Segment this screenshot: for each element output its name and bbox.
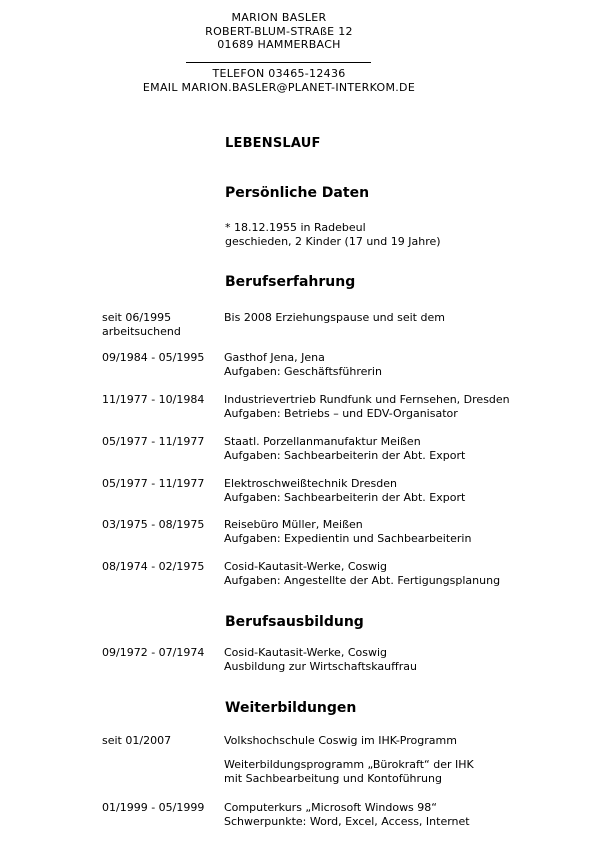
entry-role: Aufgaben: Betriebs – und EDV-Organisator [224,406,458,420]
entry-date-line: 05/1977 - 11/1977 [102,477,205,490]
entry-employer: Staatl. Porzellanmanufaktur Meißen [224,435,421,448]
entry-date [102,477,222,491]
entry-body [224,311,445,325]
entry-date-line: 03/1975 - 08/1975 [102,518,205,531]
entry-date-line: seit 01/2007 [102,734,172,747]
entry-employer: Gasthof Jena, Jena [224,351,325,364]
entry-role: Aufgaben: Angestellte der Abt. Fertigungsplanung [224,573,501,587]
entry-line: Bis 2008 Erziehungspause und seit dem [224,311,445,324]
entry-body [224,393,510,420]
document-title: LEBENSLAUF [225,136,321,151]
entry-body [224,734,457,748]
email-address: EMAIL MARION.BASLER@PLANET-INTERKOM.DE [142,80,416,94]
entry-line: Computerkurs „Microsoft Windows 98“ [224,801,437,814]
personal-details [225,221,441,248]
entry-role: Aufgaben: Expedientin und Sachbearbeiterin [224,531,472,545]
entry-date [102,311,222,338]
entry-body [224,758,474,785]
entry-body [224,435,465,462]
entry-date [102,518,222,532]
address-block [0,11,558,52]
entry-role: Aufgaben: Geschäftsführerin [224,364,382,378]
entry-role: Aufgaben: Sachbearbeiterin der Abt. Export [224,448,466,462]
city-address: 01689 HAMMERBACH [217,38,341,51]
entry-role: Ausbildung zur Wirtschaftskauffrau [224,659,417,673]
entry-date [102,801,222,815]
entry-body [224,646,417,673]
birth-line: * 18.12.1955 in Radebeul [225,221,366,234]
entry-line: Volkshochschule Coswig im IHK-Programm [224,734,457,747]
entry-body [224,518,471,545]
entry-role: Aufgaben: Sachbearbeiterin der Abt. Export [224,490,466,504]
entry-line: Weiterbildungsprogramm „Bürokraft“ der IHK [224,758,474,771]
entry-date [102,351,222,365]
applicant-name: MARION BASLER [231,11,327,24]
entry-date [102,560,222,574]
entry-date-line: 11/1977 - 10/1984 [102,393,205,406]
section-heading-training: Berufsausbildung [225,614,364,630]
entry-employer: Industrievertrieb Rundfunk und Fernsehen, Dresden [224,393,510,406]
entry-date [102,734,222,748]
entry-date-line: 09/1972 - 07/1974 [102,646,205,659]
entry-line: Schwerpunkte: Word, Excel, Access, Internet [224,814,470,828]
entry-body [224,351,382,378]
contact-block [0,67,558,94]
entry-employer: Reisebüro Müller, Meißen [224,518,363,531]
section-heading-experience: Berufserfahrung [225,274,356,290]
header-divider [186,62,371,63]
entry-date-line: 09/1984 - 05/1995 [102,351,205,364]
entry-body [224,477,465,504]
entry-employer: Elektroschweißtechnik Dresden [224,477,397,490]
entry-date [102,646,222,660]
entry-date-line: arbeitsuchend [102,324,181,338]
section-heading-further-education: Weiterbildungen [225,700,357,716]
entry-body [224,560,500,587]
entry-employer: Cosid-Kautasit-Werke, Coswig [224,646,387,659]
entry-employer: Cosid-Kautasit-Werke, Coswig [224,560,387,573]
entry-date-line: 08/1974 - 02/1975 [102,560,205,573]
entry-line: mit Sachbearbeitung und Kontoführung [224,771,442,785]
entry-date-line: seit 06/1995 [102,311,172,324]
entry-date [102,435,222,449]
entry-date-line: 01/1999 - 05/1999 [102,801,205,814]
section-heading-personal: Persönliche Daten [225,185,370,201]
street-address: ROBERT-BLUM-STRAßE 12 [205,24,353,38]
entry-date [102,393,222,407]
entry-body [224,801,470,828]
phone-number: TELEFON 03465-12436 [212,67,346,80]
family-line: geschieden, 2 Kinder (17 und 19 Jahre) [225,234,441,248]
entry-date-line: 05/1977 - 11/1977 [102,435,205,448]
